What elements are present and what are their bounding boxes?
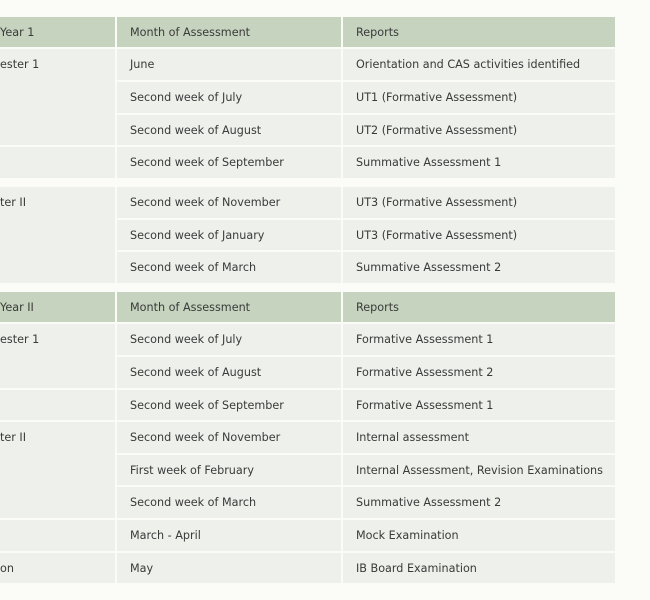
report-cell: Summative Assessment 2 (343, 252, 615, 283)
month-cell: Second week of July (117, 324, 341, 355)
month-cell: Second week of March (117, 487, 341, 518)
report-cell: IB Board Examination (343, 553, 615, 583)
month-cell: Second week of November (117, 422, 341, 453)
report-cell: UT1 (Formative Assessment) (343, 82, 615, 113)
report-cell: Summative Assessment 1 (343, 147, 615, 178)
header-month: Month of Assessment (117, 17, 341, 47)
term-cell: ester 1 (0, 49, 115, 145)
month-cell: Second week of July (117, 82, 341, 113)
report-cell: Internal assessment (343, 422, 615, 453)
month-cell: Second week of September (117, 390, 341, 420)
term-cell (0, 147, 115, 178)
report-cell: Formative Assessment 2 (343, 357, 615, 388)
header-year: Year 1 (0, 17, 115, 47)
month-cell: Second week of August (117, 115, 341, 145)
report-cell: UT3 (Formative Assessment) (343, 187, 615, 218)
report-cell: Mock Examination (343, 520, 615, 551)
month-cell: March - April (117, 520, 341, 551)
term-cell (0, 390, 115, 420)
month-cell: June (117, 49, 341, 80)
term-cell (0, 520, 115, 551)
report-cell: Formative Assessment 1 (343, 390, 615, 420)
month-cell: May (117, 553, 341, 583)
report-cell: Orientation and CAS activities identified (343, 49, 615, 80)
term-cell: ter II (0, 422, 115, 518)
month-cell: Second week of August (117, 357, 341, 388)
report-cell: Internal Assessment, Revision Examinations (343, 455, 615, 485)
report-cell: UT3 (Formative Assessment) (343, 220, 615, 250)
header-reports: Reports (343, 292, 615, 322)
report-cell: Summative Assessment 2 (343, 487, 615, 518)
header-reports: Reports (343, 17, 615, 47)
month-cell: Second week of March (117, 252, 341, 283)
term-cell: ter II (0, 187, 115, 283)
term-cell: on (0, 553, 115, 583)
month-cell: First week of February (117, 455, 341, 485)
header-year: Year II (0, 292, 115, 322)
term-cell: ester 1 (0, 324, 115, 388)
report-cell: UT2 (Formative Assessment) (343, 115, 615, 145)
month-cell: Second week of January (117, 220, 341, 250)
report-cell: Formative Assessment 1 (343, 324, 615, 355)
month-cell: Second week of November (117, 187, 341, 218)
header-month: Month of Assessment (117, 292, 341, 322)
month-cell: Second week of September (117, 147, 341, 178)
